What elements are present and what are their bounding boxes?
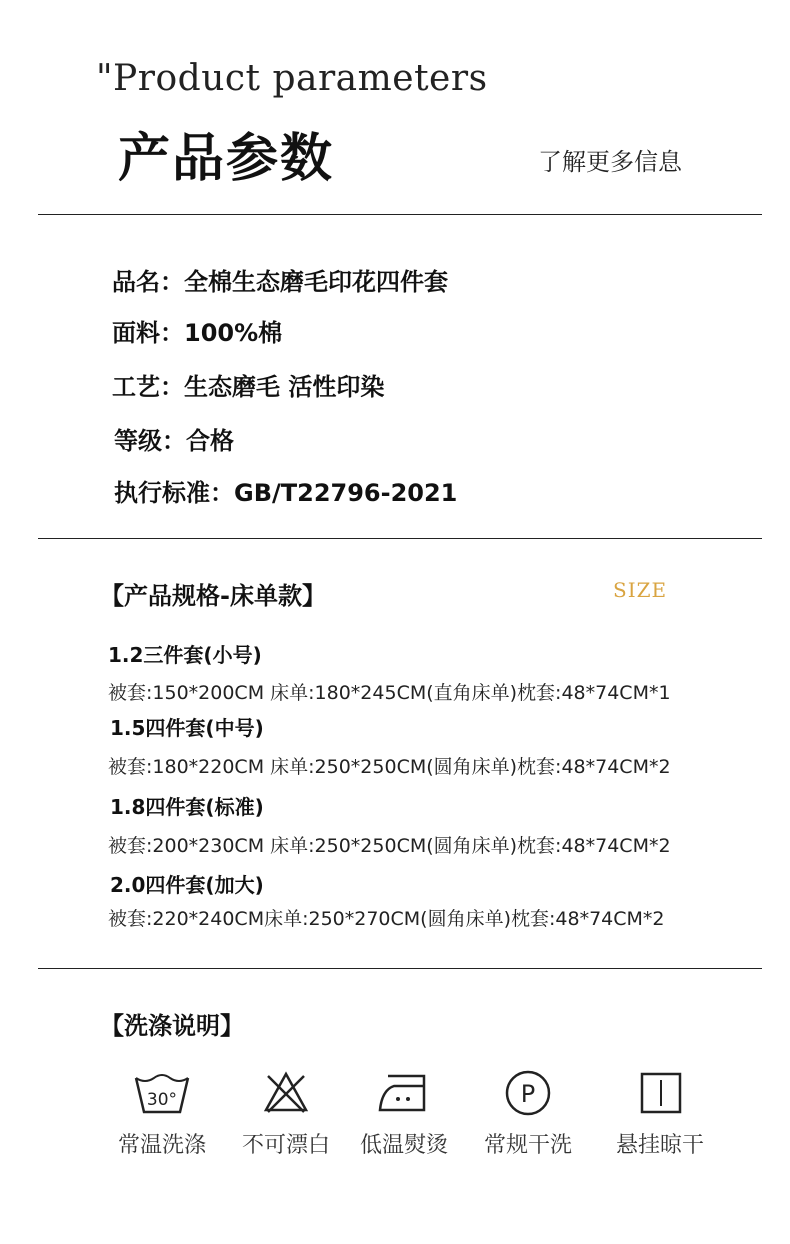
param-label: 执行标准： — [114, 479, 234, 507]
param-value: 生态磨毛 活性印染 — [184, 373, 385, 401]
care-label: 常温洗涤 — [117, 1133, 206, 1158]
care-item-dry-clean — [468, 1068, 588, 1159]
low-iron-icon — [374, 1068, 434, 1118]
param-craft — [112, 367, 384, 402]
care-item-iron — [344, 1068, 464, 1159]
spec-title: 1.2三件套(小号) — [108, 643, 262, 667]
spec-detail: 被套:180*220CM 床单:250*250CM(圆角床单)枕套:48*74CM*2 — [108, 756, 671, 778]
dry-clean-letter: P — [520, 1080, 536, 1108]
size-tag: SIZE — [613, 578, 668, 602]
care-heading: 【洗涤说明】 — [100, 1012, 244, 1040]
spec-title: 1.8四件套(标准) — [110, 795, 264, 819]
wash-temp-text: 30° — [146, 1090, 178, 1110]
param-standard — [114, 473, 457, 508]
dry-clean-p-icon — [498, 1068, 558, 1118]
divider — [38, 214, 762, 215]
line-dry-icon — [630, 1068, 690, 1118]
divider — [38, 968, 762, 969]
param-value: 全棉生态磨毛印花四件套 — [184, 268, 448, 296]
param-value: 合格 — [186, 427, 234, 455]
care-label: 低温熨烫 — [359, 1133, 448, 1158]
specs-heading: 【产品规格-床单款】 — [100, 582, 326, 610]
care-item-wash — [102, 1068, 222, 1159]
param-label: 品名： — [112, 268, 184, 296]
no-bleach-icon — [256, 1068, 316, 1118]
spec-detail: 被套:200*230CM 床单:250*250CM(圆角床单)枕套:48*74CM*2 — [108, 835, 671, 857]
param-label: 面料： — [112, 319, 184, 347]
spec-detail: 被套:150*200CM 床单:180*245CM(直角床单)枕套:48*74CM*1 — [108, 682, 671, 704]
care-label: 悬挂晾干 — [615, 1133, 704, 1158]
care-item-no-bleach — [226, 1068, 346, 1159]
page-title: 产品参数 — [118, 129, 335, 189]
wash-30-icon — [132, 1068, 192, 1118]
spec-title: 1.5四件套(中号) — [110, 716, 264, 740]
param-product-name — [112, 262, 448, 297]
param-label: 工艺： — [112, 373, 184, 401]
english-title: "Product parameters — [96, 58, 488, 99]
more-info-link[interactable]: 了解更多信息 — [538, 148, 682, 176]
spec-title: 2.0四件套(加大) — [110, 873, 264, 897]
param-fabric — [112, 313, 282, 348]
care-label: 常规干洗 — [483, 1133, 572, 1158]
param-value: GB/T22796-2021 — [234, 479, 458, 507]
care-label: 不可漂白 — [241, 1133, 330, 1158]
spec-detail: 被套:220*240CM床单:250*270CM(圆角床单)枕套:48*74CM*2 — [108, 908, 665, 930]
param-label: 等级： — [114, 427, 186, 455]
care-item-line-dry — [600, 1068, 720, 1159]
divider — [38, 538, 762, 539]
param-value: 100%棉 — [184, 319, 283, 347]
param-grade — [114, 421, 234, 456]
